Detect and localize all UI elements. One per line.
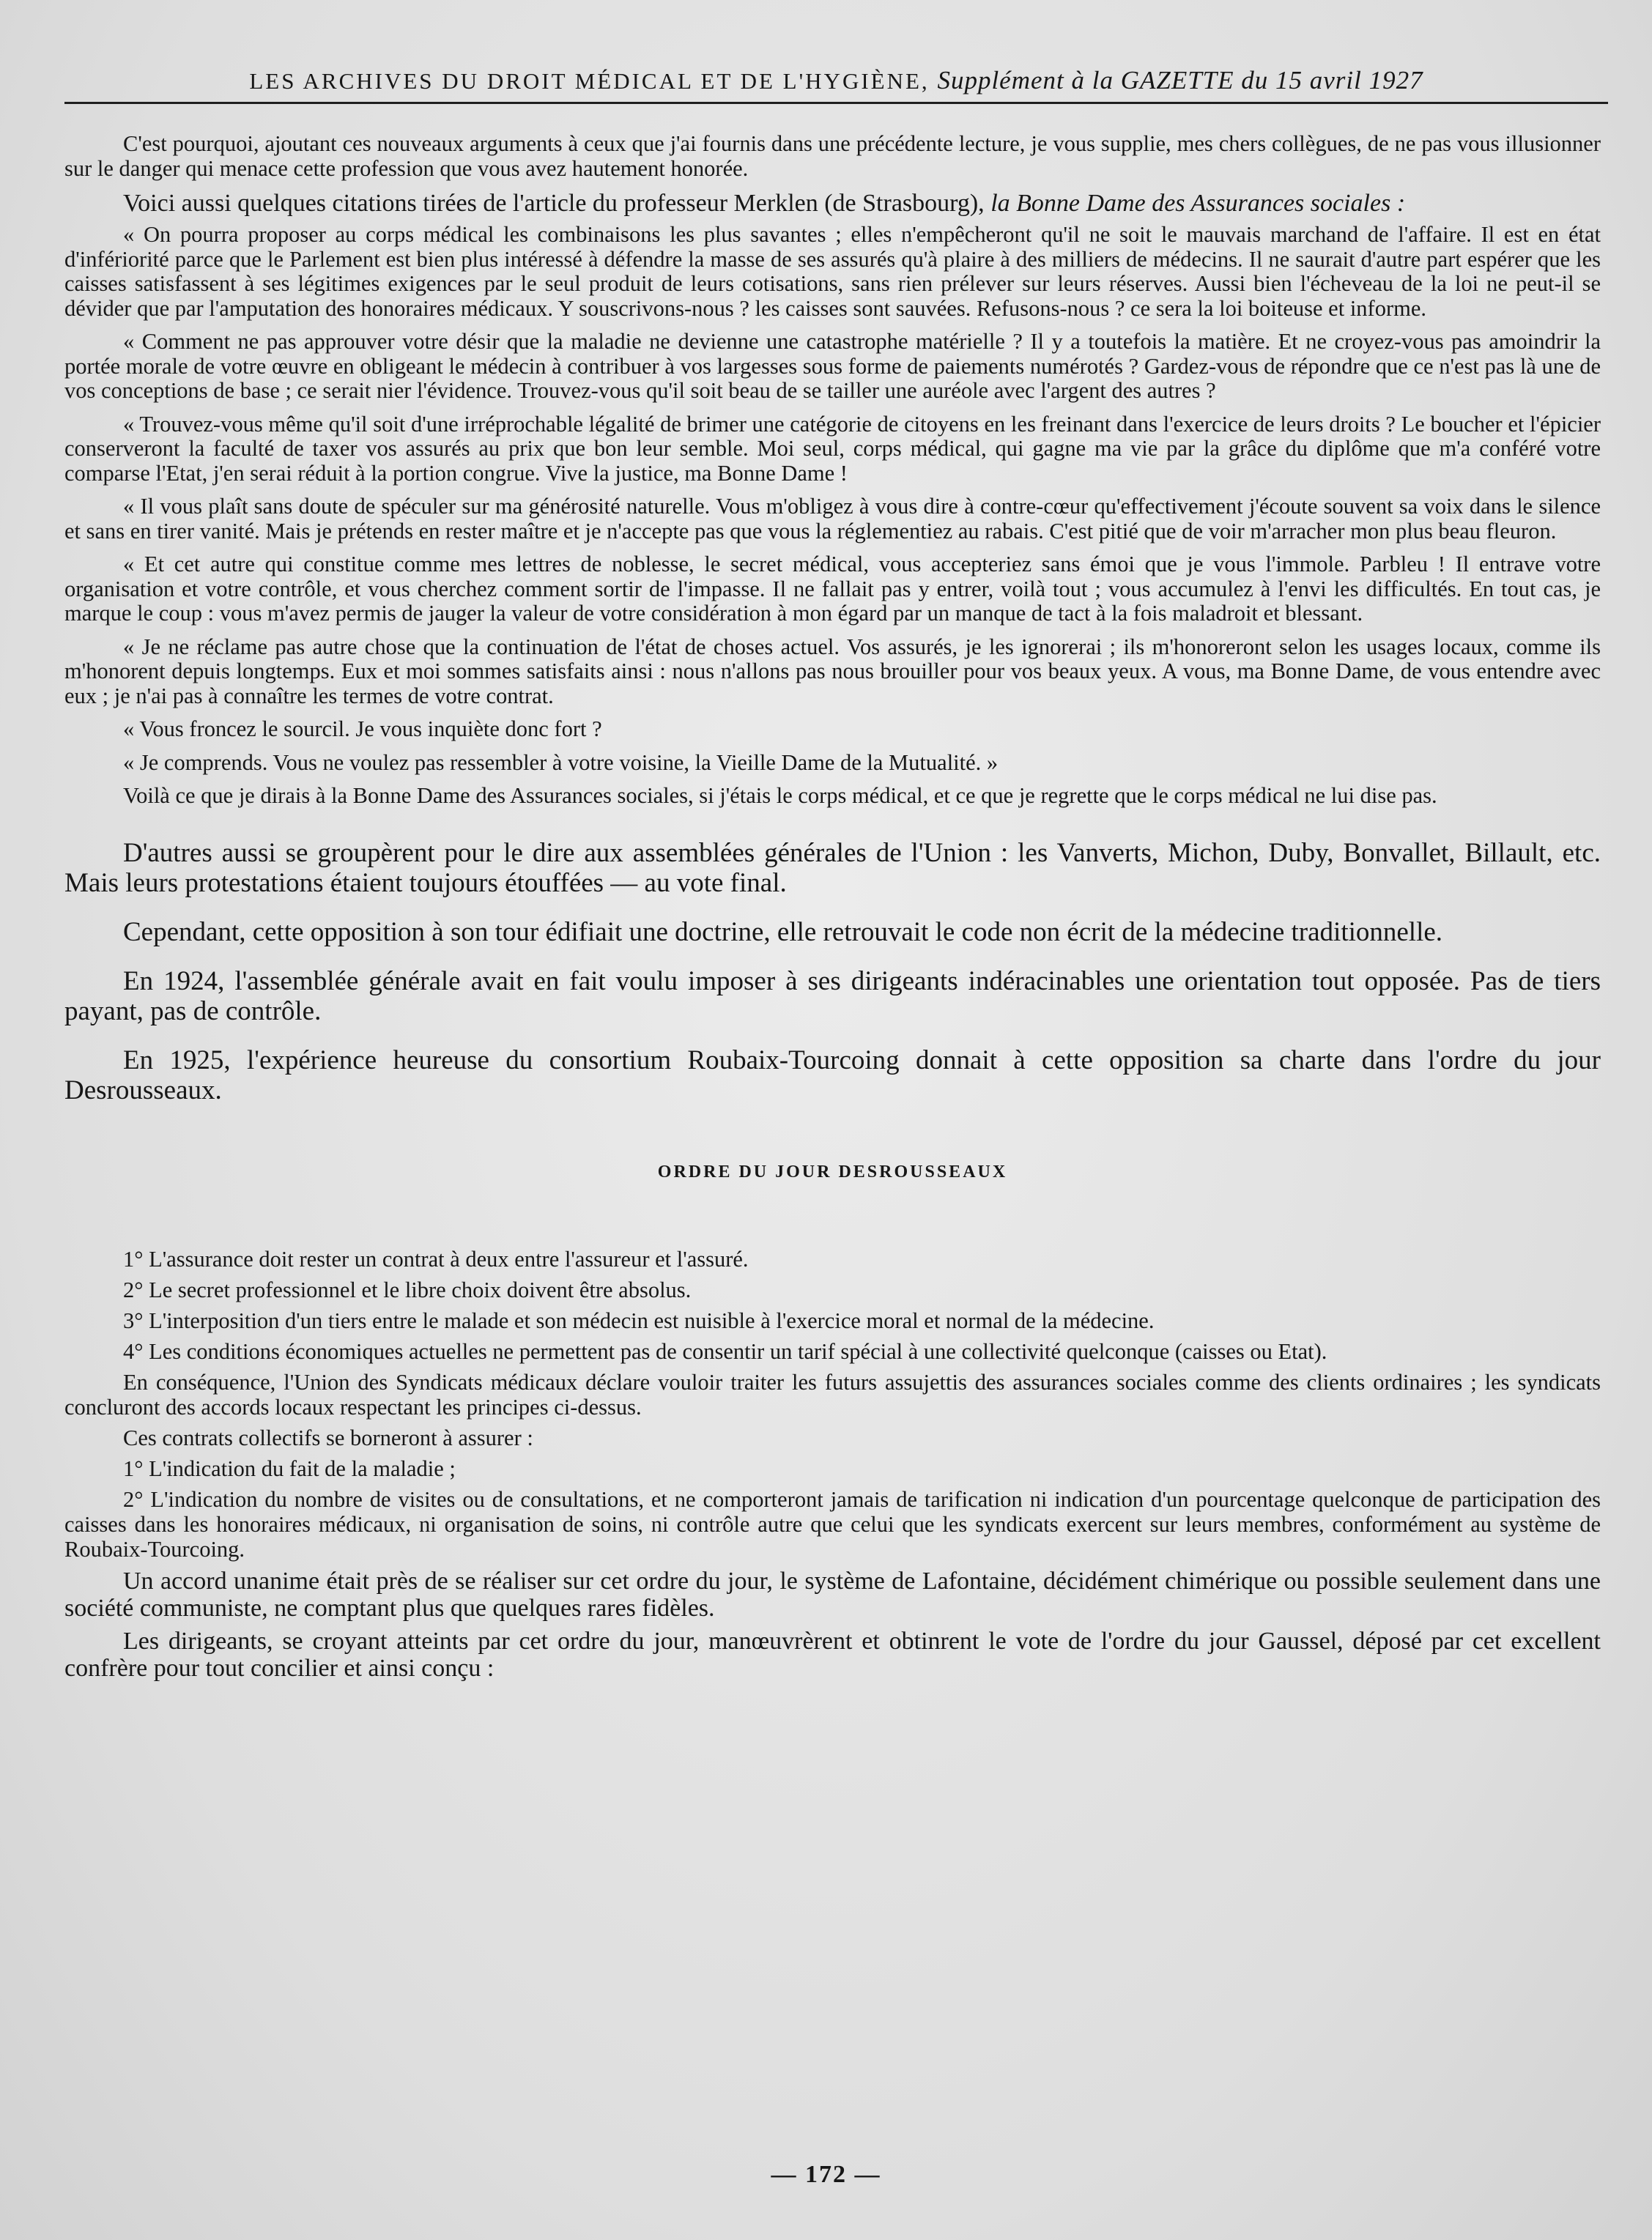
paragraph: En 1925, l'expérience heureuse du consortium Roubaix-Tourcoing donnait à cette opposition sa charte dans l'ordre du jour Desrousseaux. [64, 1045, 1601, 1105]
paragraph-merklen-intro [64, 190, 1601, 217]
quote-paragraph: « Vous froncez le sourcil. Je vous inquiète donc fort ? [123, 716, 602, 741]
section-title: ORDRE DU JOUR DESROUSSEAUX [657, 1162, 1008, 1182]
ordre-item: 1° L'assurance doit rester un contrat à deux entre l'assureur et l'assuré. [123, 1246, 749, 1272]
paragraph: C'est pourquoi, ajoutant ces nouveaux arguments à ceux que j'ai fournis dans une précédente lecture, je vous supplie, mes chers collègues, de ne pas vous illusionner sur le danger qui menace cette profession que vous avez hautement honorée. [64, 131, 1601, 181]
ordre-item: 2° Le secret professionnel et le libre choix doivent être absolus. [123, 1277, 692, 1302]
quote-paragraph: « Comment ne pas approuver votre désir que la maladie ne devienne une catastrophe matérielle ? Il y a toutefois la matière. Et ne croyez-vous pas amoindrir la portée morale de votre œuvre en obligeant le médecin à contribuer à vos largesses sous forme de paiements numérotés ? Gardez-vous de répondre que ce n'est pas là une de vos conceptions de base ; ce serait nier l'évidence. Trouvez-vous qu'il soit beau de se tailler une auréole avec l'argent des autres ? [64, 329, 1601, 403]
ordre-item: En conséquence, l'Union des Syndicats médicaux déclare vouloir traiter les futurs assujettis des assurances sociales comme des clients ordinaires ; les syndicats concluront des accords locaux respectant les principes ci-dessus. [64, 1369, 1601, 1420]
paragraph: Les dirigeants, se croyant atteints par cet ordre du jour, manœuvrèrent et obtinrent le vote de l'ordre du jour Gaussel, déposé par cet excellent confrère pour tout concilier et ainsi conçu : [64, 1627, 1601, 1682]
quote-paragraph: « Je comprends. Vous ne voulez pas ressembler à votre voisine, la Vieille Dame de la Mutualité. » [123, 749, 999, 775]
ordre-item: 2° L'indication du nombre de visites ou de consultations, et ne comporteront jamais de tarification ni indication d'un pourcentage quelconque de participation des caisses dans les honoraires médicaux, ni organisation de soins, ni contrôle autre que celui que les syndicats exercent sur leurs membres, conformément au système de Roubaix-Tourcoing. [64, 1486, 1601, 1562]
quote-paragraph: « Je ne réclame pas autre chose que la continuation de l'état de choses actuel. Vos assurés, je les ignorerai ; ils m'honoreront selon les usages locaux, comme ils m'honorent depuis longtemps. Eux et moi sommes satisfaits ainsi : nous n'allons pas nous brouiller pour vos beaux yeux. A vous, ma Bonne Dame, de vous entendre avec eux ; je n'ai pas à connaître les termes de votre contrat. [64, 634, 1601, 708]
quote-paragraph: Voilà ce que je dirais à la Bonne Dame des Assurances sociales, si j'étais le corps médical, et ce que je regrette que le corps médical ne lui dise pas. [123, 783, 1437, 808]
paragraph: En 1924, l'assemblée générale avait en fait voulu imposer à ses dirigeants indéracinables une orientation tout opposée. Pas de tiers payant, pas de contrôle. [64, 965, 1601, 1026]
page-number: — 172 — [771, 2161, 881, 2188]
ordre-item: 1° L'indication du fait de la maladie ; [123, 1455, 456, 1481]
paragraph: D'autres aussi se groupèrent pour le dire aux assemblées générales de l'Union : les Vanverts, Michon, Duby, Bonvallet, Billault, etc. Mais leurs protestations étaient toujours étouffées — au vote final. [64, 837, 1601, 898]
journal-title: LES ARCHIVES DU DROIT MÉDICAL ET DE L'HYGIÈNE, [249, 68, 930, 94]
supplement-title: Supplément à la GAZETTE du 15 avril 1927 [937, 66, 1423, 94]
running-header [64, 66, 1608, 96]
header-rule [64, 102, 1608, 104]
quote-paragraph: « Trouvez-vous même qu'il soit d'une irréprochable légalité de brimer une catégorie de citoyens en les freinant dans l'exercice de leurs droits ? Le boucher et l'épicier conserveront la faculté de taxer vos assurés au prix que bon leur semble. Moi seul, corps médical, qui gagne ma vie par la grâce du diplôme que m'a conféré votre comparse l'Etat, j'en serai réduit à la portion congrue. Vive la justice, ma Bonne Dame ! [64, 411, 1601, 486]
ordre-item: Ces contrats collectifs se borneront à assurer : [123, 1425, 533, 1450]
ordre-item: 3° L'interposition d'un tiers entre le malade et son médecin est nuisible à l'exercice moral et normal de la médecine. [123, 1308, 1155, 1333]
merklen-article-title: la Bonne Dame des Assurances sociales : [990, 190, 1406, 217]
article-body [64, 132, 1608, 1682]
ordre-item: 4° Les conditions économiques actuelles ne permettent pas de consentir un tarif spécial à une collectivité quelconque (caisses ou Etat). [123, 1338, 1327, 1364]
quote-paragraph: « Et cet autre qui constitue comme mes lettres de noblesse, le secret médical, vous accepteriez sans émoi que je vous l'immole. Parbleu ! Il entrave votre organisation et votre contrôle, et vous cherchez comment sortir de l'impasse. Il ne fallait pas y entrer, voilà tout ; vous accumulez à l'envi les difficultés. En tout cas, je marque le coup : vous m'avez permis de jauger la valeur de votre considération à mon égard par un manque de tact à la fois maladroit et blessant. [64, 552, 1601, 626]
merklen-intro-text: Voici aussi quelques citations tirées de l'article du professeur Merklen (de Strasbourg), [123, 190, 985, 217]
quote-paragraph: « On pourra proposer au corps médical les combinaisons les plus savantes ; elles n'empêcheront qu'il ne soit le mauvais marchand de l'affaire. Il est en état d'infériorité parce que le Parlement est bien plus intéressé à défendre la masse de ses assurés qu'à plaire à des milliers de médecins. Il ne saurait d'autre part espérer que les caisses satisfassent à ses légitimes exigences par le seul produit de leurs cotisations, sans rien prélever sur leurs réserves. Aussi bien l'écheveau de la loi ne peut-il se dévider que par l'amputation des honoraires médicaux. Y souscrivons-nous ? les caisses sont sauvées. Refusons-nous ? ce sera la loi boiteuse et informe. [64, 222, 1601, 321]
quote-paragraph: « Il vous plaît sans doute de spéculer sur ma générosité naturelle. Vous m'obligez à vous dire à contre-cœur qu'effectivement j'écoute souvent sa voix dans le silence et sans en tirer vanité. Mais je prétends en rester maître et je n'accepte pas que vous la réglementiez au rabais. C'est pitié que de voir m'arracher mon plus beau fleuron. [64, 494, 1601, 544]
paragraph: Cependant, cette opposition à son tour édifiait une doctrine, elle retrouvait le code non écrit de la médecine traditionnelle. [123, 916, 1443, 947]
paragraph: Un accord unanime était près de se réaliser sur cet ordre du jour, le système de Lafontaine, décidément chimérique ou possible seulement dans une société communiste, ne comptant plus que quelques rares fidèles. [64, 1567, 1601, 1622]
